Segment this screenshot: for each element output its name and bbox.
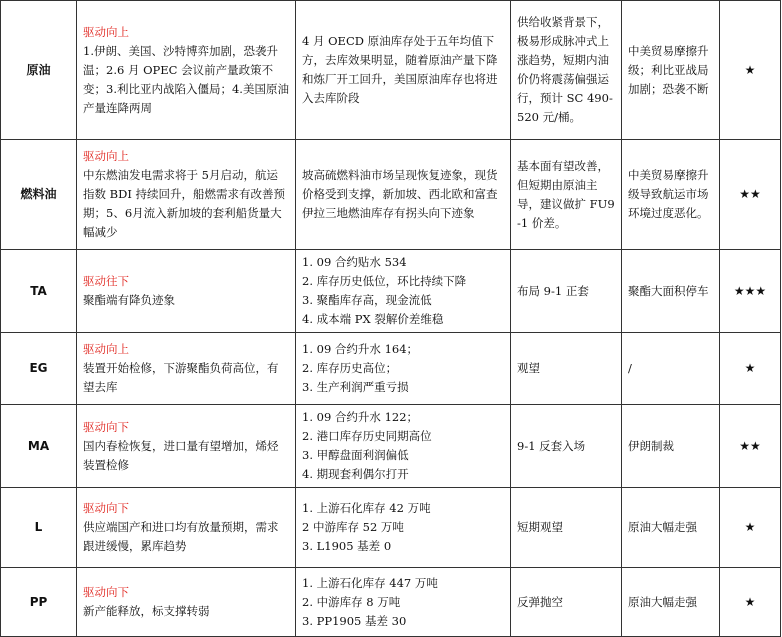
drive-direction: 驱动往下 bbox=[83, 274, 129, 288]
fundamentals-cell bbox=[296, 140, 511, 250]
risk-cell: 中美贸易摩擦升级导致航运市场环境过度恶化。 bbox=[622, 140, 720, 250]
fundamentals-cell bbox=[296, 1, 511, 140]
logic-cell bbox=[77, 140, 296, 250]
strategy-cell: 9-1 反套入场 bbox=[511, 405, 622, 488]
fundamentals-cell bbox=[296, 333, 511, 405]
fundamentals-cell bbox=[296, 568, 511, 637]
strategy-cell: 基本面有望改善，但短期由原油主导，建议做扩 FU9-1 价差。 bbox=[511, 140, 622, 250]
commodity-name: L bbox=[1, 488, 77, 568]
commodity-name: 原油 bbox=[1, 1, 77, 140]
commodity-name: 燃料油 bbox=[1, 140, 77, 250]
logic-cell bbox=[77, 568, 296, 637]
driver-logic: 新产能释放，标支撑转弱 bbox=[83, 604, 210, 618]
rating-stars: ★ bbox=[720, 488, 781, 568]
driver-logic: 装置开始检修，下游聚酯负荷高位，有望去库 bbox=[83, 361, 279, 394]
fundamental-item: 4. 期现套利偶尔打开 bbox=[302, 467, 409, 481]
drive-direction: 驱动向下 bbox=[83, 501, 129, 515]
rating-stars: ★ bbox=[720, 568, 781, 637]
commodity-name: MA bbox=[1, 405, 77, 488]
driver-logic: 聚酯端有降负迹象 bbox=[83, 293, 175, 307]
risk-cell: 原油大幅走强 bbox=[622, 568, 720, 637]
fundamental-item: 2 中游库存 52 万吨 bbox=[302, 520, 404, 534]
risk-cell: 原油大幅走强 bbox=[622, 488, 720, 568]
table-row bbox=[1, 405, 781, 488]
fundamentals-cell bbox=[296, 488, 511, 568]
table-row bbox=[1, 140, 781, 250]
logic-cell bbox=[77, 405, 296, 488]
fundamental-item: 3. PP1905 基差 30 bbox=[302, 613, 407, 628]
table-row bbox=[1, 1, 781, 140]
driver-logic: 1.伊朗、美国、沙特博弈加剧，恐袭升温；2.6 月 OPEC 会议前产量政策不变；3.利比亚内战陷入僵局；4.美国原油产量连降两周 bbox=[83, 43, 289, 115]
drive-direction: 驱动向下 bbox=[83, 585, 129, 599]
table-row bbox=[1, 250, 781, 333]
fundamental-item: 坡高硫燃料油市场呈现恢复迹象，现货价格受到支撑，新加坡、西北欧和富查伊拉三地燃油库存有拐头向下迹象 bbox=[302, 168, 498, 220]
logic-cell bbox=[77, 488, 296, 568]
risk-cell: 聚酯大面积停车 bbox=[622, 250, 720, 333]
table-row bbox=[1, 333, 781, 405]
strategy-cell: 短期观望 bbox=[511, 488, 622, 568]
commodity-name: TA bbox=[1, 250, 77, 333]
risk-cell: 伊朗制裁 bbox=[622, 405, 720, 488]
driver-logic: 中东燃油发电需求将于 5月启动，航运指数 BDI 持续回升，船燃需求有改善预期；5、6月流入新加坡的套利船货量大幅减少 bbox=[83, 168, 286, 239]
strategy-cell: 观望 bbox=[511, 333, 622, 405]
fundamental-item: 1. 09 合约升水 164； bbox=[302, 342, 419, 356]
table-row bbox=[1, 568, 781, 637]
fundamental-item: 3. 聚酯库存高，现金流低 bbox=[302, 293, 432, 307]
fundamental-item: 2. 库存历史高位； bbox=[302, 361, 398, 375]
fundamental-item: 3. 甲醇盘面利润偏低 bbox=[302, 448, 409, 462]
drive-direction: 驱动向下 bbox=[83, 419, 129, 434]
logic-cell bbox=[77, 1, 296, 140]
drive-direction: 驱动向上 bbox=[83, 342, 129, 356]
fundamental-item: 1. 上游石化库存 447 万吨 bbox=[302, 575, 438, 590]
fundamental-item: 2. 库存历史低位，环比持续下降 bbox=[302, 274, 467, 288]
risk-cell: / bbox=[622, 333, 720, 405]
fundamental-item: 4 月 OECD 原油库存处于五年均值下方，去库效果明显，随着原油产量下降和炼厂开工回升，美国原油库存也将进入去库阶段 bbox=[302, 34, 498, 105]
driver-logic: 供应端国产和进口均有放量预期，需求跟进缓慢，累库趋势 bbox=[83, 520, 279, 553]
rating-stars: ★★ bbox=[720, 405, 781, 488]
commodity-name: EG bbox=[1, 333, 77, 405]
logic-cell bbox=[77, 250, 296, 333]
fundamental-item: 3. 生产利润严重亏损 bbox=[302, 380, 409, 394]
strategy-cell: 供给收紧背景下，极易形成脉冲式上涨趋势，短期内油价仍将震荡偏强运行，预计 SC 490-520 元/桶。 bbox=[511, 1, 622, 140]
commodity-name: PP bbox=[1, 568, 77, 637]
strategy-cell: 反弹抛空 bbox=[511, 568, 622, 637]
logic-cell bbox=[77, 333, 296, 405]
rating-stars: ★ bbox=[720, 333, 781, 405]
fundamental-item: 2. 港口库存历史同期高位 bbox=[302, 429, 432, 443]
drive-direction: 驱动向上 bbox=[83, 149, 129, 163]
fundamental-item: 1. 上游石化库存 42 万吨 bbox=[302, 501, 431, 515]
rating-stars: ★ bbox=[720, 1, 781, 140]
fundamentals-cell bbox=[296, 250, 511, 333]
fundamental-item: 1. 09 合约升水 122； bbox=[302, 410, 419, 424]
table-row bbox=[1, 488, 781, 568]
fundamental-item: 2. 中游库存 8 万吨 bbox=[302, 594, 401, 609]
strategy-cell: 布局 9-1 正套 bbox=[511, 250, 622, 333]
fundamentals-cell bbox=[296, 405, 511, 488]
driver-logic: 国内春检恢复，进口量有望增加，烯烃装置检修 bbox=[83, 438, 279, 472]
rating-stars: ★★ bbox=[720, 140, 781, 250]
drive-direction: 驱动向上 bbox=[83, 24, 129, 39]
fundamental-item: 4. 成本端 PX 裂解价差维稳 bbox=[302, 312, 444, 326]
fundamental-item: 3. L1905 基差 0 bbox=[302, 539, 392, 553]
rating-stars: ★★★ bbox=[720, 250, 781, 333]
risk-cell: 中美贸易摩擦升级；利比亚战局加剧；恐袭不断 bbox=[622, 1, 720, 140]
fundamental-item: 1. 09 合约贴水 534 bbox=[302, 255, 407, 269]
